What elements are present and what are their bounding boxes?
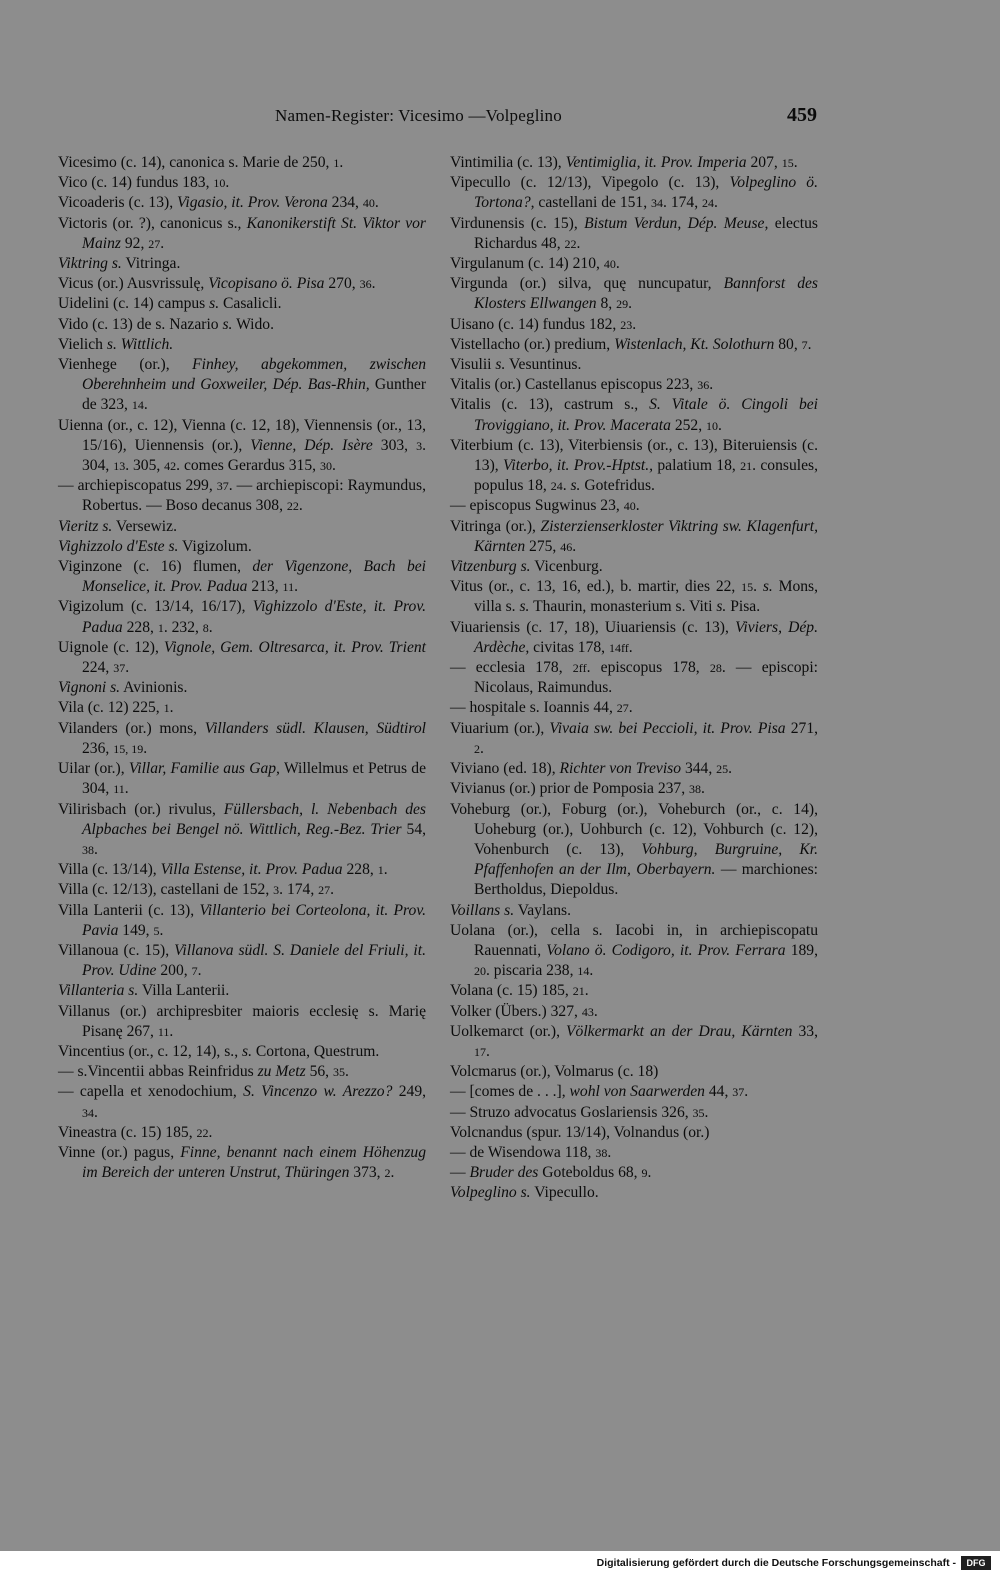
index-entry: Viktring s. Vitringa. — [58, 255, 181, 273]
index-entry: Villa (c. 12/13), castellani de 152, 3. 174, 27. — [58, 881, 335, 899]
index-entry: Vincentius (or., c. 12, 14), s., s. Cortona, Questrum. — [58, 1042, 380, 1060]
index-entry: Uidelini (c. 14) campus s. Casalicli. — [58, 295, 282, 313]
funding-credit: Digitalisierung gefördert durch die Deutsche Forschungsgemeinschaft - — [596, 1557, 956, 1569]
running-title: Namen-Register: Vicesimo —Volpeglino — [275, 106, 562, 125]
index-entry: Vicus (or.) Ausvrissulę, Vicopisano ö. Pisa 270, 36. — [58, 275, 376, 293]
index-entry: Uilar (or.), Villar, Familie aus Gap, Willelmus et Petrus de 304, 11. — [58, 760, 427, 798]
index-entry: Vignoni s. Avinionis. — [58, 679, 188, 697]
index-entry: — s.Vincentii abbas Reinfridus zu Metz 56, 35. — [58, 1063, 349, 1081]
index-entry: Volcnandus (spur. 13/14), Volnandus (or.) — [450, 1123, 710, 1141]
index-entry: Vivianus (or.) prior de Pomposia 237, 38. — [450, 780, 705, 798]
index-entry: Uolana (or.), cella s. Iacobi in, in archiepiscopatu Rauennati, Volano ö. Codigoro, it. Prov. Ferrara 189, 20. piscaria 238, 14. — [450, 921, 818, 980]
index-entry: Virdunensis (c. 15), Bistum Verdun, Dép. Meuse, electus Richardus 48, 22. — [450, 214, 818, 252]
index-entry: Villanus (or.) archipresbiter maioris ecclesię s. Marię Pisanę 267, 11. — [58, 1002, 426, 1040]
index-entry: Virgunda (or.) silva, quę nuncupatur, Bannforst des Klosters Ellwangen 8, 29. — [450, 275, 818, 313]
index-entry: Uienna (or., c. 12), Vienna (c. 12, 18), Viennensis (or., 13, 15/16), Uiennensis (or.), Vienne, Dép. Isère 303, 3. 304, 13. 305, 42. comes Gerardus 315, 30. — [58, 416, 426, 475]
page-header — [0, 106, 1000, 132]
index-entry: Vigizolum (c. 13/14, 16/17), Vighizzolo d'Este, it. Prov. Padua 228, 1. 232, 8. — [58, 598, 426, 636]
index-entry: Vicesimo (c. 14), canonica s. Marie de 250, 1. — [58, 154, 344, 171]
index-entry: — archiepiscopatus 299, 37. — archiepiscopi: Raymundus, Robertus. — Boso decanus 308, 22. — [58, 477, 426, 515]
index-entry: Viginzone (c. 16) flumen, der Vigenzone, Bach bei Monselice, it. Prov. Padua 213, 11. — [58, 558, 426, 596]
page-number: 459 — [787, 104, 817, 126]
index-column-right — [450, 153, 818, 1204]
index-entry: Vineastra (c. 15) 185, 22. — [58, 1123, 213, 1141]
index-entry: — hospitale s. Ioannis 44, 27. — [450, 699, 633, 717]
index-entry: Villa Lanterii (c. 13), Villanterio bei Corteolona, it. Prov. Pavia 149, 5. — [58, 901, 427, 939]
index-entry: Visulii s. Vesuntinus. — [450, 356, 582, 374]
index-entry: Vilanders (or.) mons, Villanders südl. Klausen, Südtirol 236, 15, 19. — [58, 719, 426, 757]
index-entry: Vighizzolo d'Este s. Vigizolum. — [58, 537, 252, 555]
index-entry: Vintimilia (c. 13), Ventimiglia, it. Prov. Imperia 207, 15. — [450, 154, 798, 171]
index-entry: — [comes de . . .], wohl von Saarwerden 44, 37. — [450, 1083, 749, 1101]
index-entry: Villanteria s. Villa Lanterii. — [58, 982, 230, 1000]
index-entry: Viterbium (c. 13), Viterbiensis (or., c. 13), Biteruiensis (c. 13), Viterbo, it. Prov.-Hptst., palatium 18, 21. consules, populus 18, 24. s. Gotefridus. — [450, 436, 818, 495]
index-entry: Vielich s. Wittlich. — [58, 335, 174, 353]
index-entry: Viuariensis (c. 17, 18), Uiuariensis (c. 13), Viviers, Dép. Ardèche, civitas 178, 14ff. — [450, 618, 819, 656]
index-entry: — Bruder des Goteboldus 68, 9. — [450, 1164, 652, 1182]
index-entry: Volker (Übers.) 327, 43. — [450, 1002, 598, 1020]
index-entry: Vitalis (or.) Castellanus episcopus 223, 36. — [450, 376, 714, 394]
index-entry: Volana (c. 15) 185, 21. — [450, 982, 589, 1000]
index-entry: Vieritz s. Versewiz. — [58, 517, 177, 535]
index-entry: Vitringa (or.), Zisterzienserkloster Viktring sw. Klagenfurt, Kärnten 275, 46. — [450, 517, 818, 555]
dfg-logo: DFG — [961, 1556, 991, 1570]
index-entry: Vienhege (or.), Finhey, abgekommen, zwischen Oberehnheim und Goxweiler, Dép. Bas-Rhin, Gunther de 323, 14. — [58, 356, 427, 414]
index-entry: Vinne (or.) pagus, Finne, benannt nach einem Höhenzug im Bereich der unteren Unstrut, Thüringen 373, 2. — [58, 1143, 427, 1182]
index-entry: Vila (c. 12) 225, 1. — [58, 699, 174, 717]
index-entry: — Struzo advocatus Goslariensis 326, 35. — [450, 1103, 709, 1121]
index-entry: Vico (c. 14) fundus 183, 10. — [58, 174, 230, 192]
index-entry: Volpeglino s. Vipecullo. — [450, 1184, 599, 1202]
index-entry: — ecclesia 178, 2ff. episcopus 178, 28. — episcopi: Nicolaus, Raimundus. — [450, 659, 818, 697]
index-entry: — episcopus Sugwinus 23, 40. — [450, 497, 640, 515]
digitization-footer — [0, 1551, 1000, 1577]
index-entry: Vipecullo (c. 12/13), Vipegolo (c. 13), Volpeglino ö. Tortona?, castellani de 151, 34. 174, 24. — [450, 174, 818, 212]
index-entry: Uisano (c. 14) fundus 182, 23. — [450, 315, 637, 333]
index-column-left — [58, 153, 426, 1183]
index-entry: Volcmarus (or.), Volmarus (c. 18) — [450, 1063, 659, 1081]
index-entry: Vido (c. 13) de s. Nazario s. Wido. — [58, 315, 274, 333]
index-entry: Vicoaderis (c. 13), Vigasio, it. Prov. Verona 234, 40. — [58, 194, 379, 212]
index-entry: Viuarium (or.), Vivaia sw. bei Peccioli, it. Prov. Pisa 271, 2. — [450, 719, 819, 757]
index-entry: Vilirisbach (or.) rivulus, Füllersbach, l. Nebenbach des Alpbaches bei Bengel nö. Wittlich, Reg.-Bez. Trier 54, 38. — [58, 800, 427, 858]
index-entry: Villanoua (c. 15), Villanova südl. S. Daniele del Friuli, it. Prov. Udine 200, 7. — [58, 941, 426, 980]
index-entry: Vitalis (c. 13), castrum s., S. Vitale ö. Cingoli bei Troviggiano, it. Prov. Macerata 252, 10. — [450, 396, 818, 434]
index-entry: Viviano (ed. 18), Richter von Treviso 344, 25. — [450, 760, 733, 778]
index-entry: Voillans s. Vaylans. — [450, 901, 572, 919]
index-entry: Vitzenburg s. Vicenburg. — [450, 558, 603, 576]
index-entry: — capella et xenodochium, S. Vincenzo w. Arezzo? 249, 34. — [58, 1083, 427, 1121]
index-entry: Vistellacho (or.) predium, Wistenlach, Kt. Solothurn 80, 7. — [450, 335, 812, 353]
index-entry: — de Wisendowa 118, 38. — [450, 1143, 612, 1161]
index-entry: Vitus (or., c. 13, 16, ed.), b. martir, dies 22, 15. s. Mons, villa s. s. Thaurin, monasterium s. Viti s. Pisa. — [450, 578, 819, 616]
index-entry: Uignole (c. 12), Vignole, Gem. Oltresarca, it. Prov. Trient 224, 37. — [58, 638, 426, 677]
index-entry: Uolkemarct (or.), Völkermarkt an der Drau, Kärnten 33, 17. — [450, 1022, 819, 1060]
index-entry: Villa (c. 13/14), Villa Estense, it. Prov. Padua 228, 1. — [58, 861, 388, 879]
index-entry: Victoris (or. ?), canonicus s., Kanonikerstift St. Viktor vor Mainz 92, 27. — [58, 214, 427, 252]
index-entry: Virgulanum (c. 14) 210, 40. — [450, 255, 620, 273]
index-entry: Voheburg (or.), Foburg (or.), Voheburch (or., c. 14), Uoheburg (or.), Uohburch (c. 12), Vohburch (c. 12), Vohenburch (c. 13), Vohburg, Burgruine, Kr. Pfaffenhofen an der Ilm, Oberbayern. — marchiones: Bertholdus, Diepoldus. — [450, 800, 819, 899]
